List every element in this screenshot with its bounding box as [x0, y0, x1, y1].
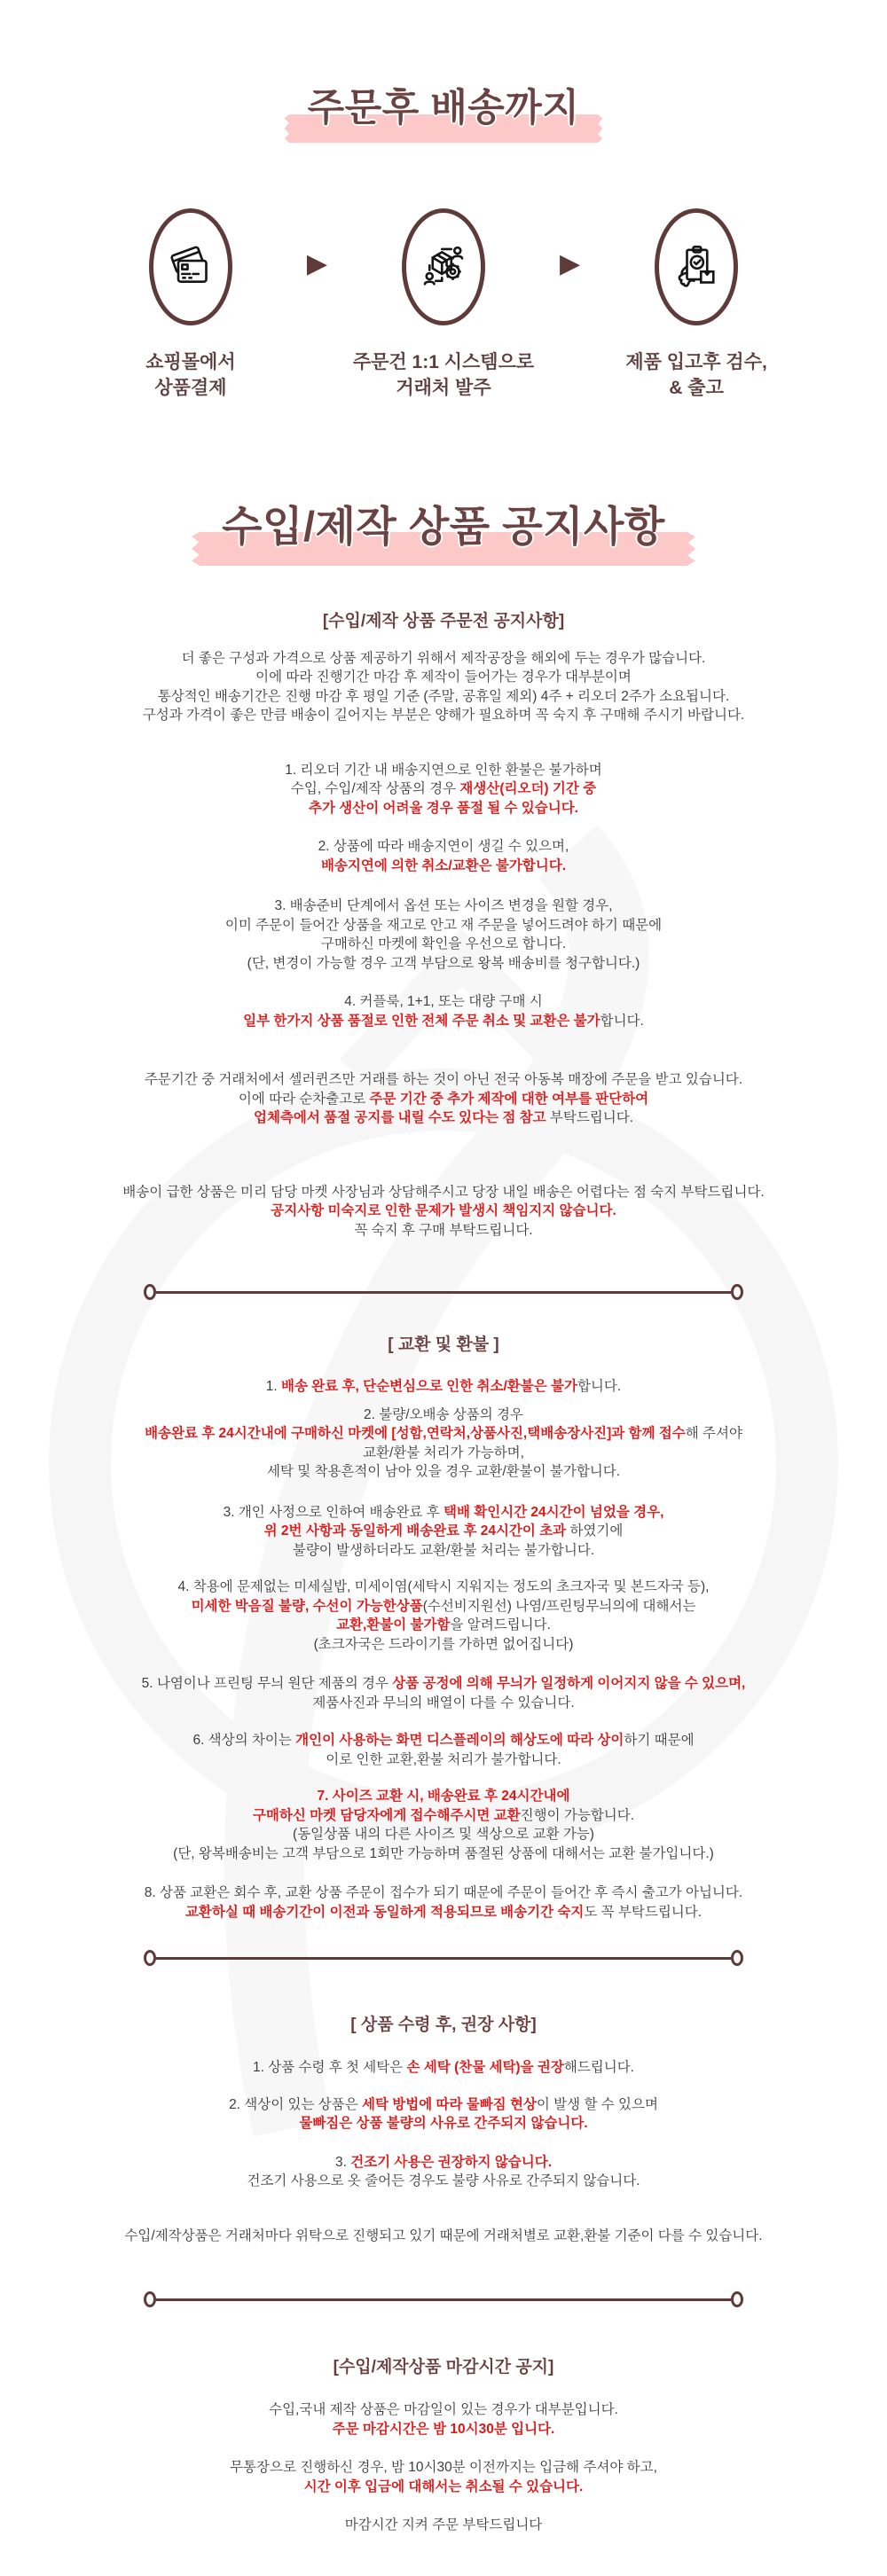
notice-paragraph [35, 1183, 852, 1241]
notice-paragraph [35, 761, 852, 818]
notice-line [35, 1787, 852, 1806]
divider-line [156, 2298, 731, 2301]
notice-emphasis-text: 택배 확인시간 24시간이 넘었을 경우, [443, 1504, 664, 1520]
notice-text: 합니다. [577, 1379, 622, 1395]
notice-line [35, 1731, 852, 1750]
notice-paragraph [35, 1674, 852, 1712]
notice-paragraph [35, 897, 852, 973]
notice-text: (초크자국은 드라이기를 가하면 없어집니다) [313, 1636, 574, 1652]
notice-text: 4. 커플룩, 1+1, 또는 대량 구매 시 [344, 994, 543, 1010]
notice-line [35, 1597, 852, 1617]
notice-line [35, 1221, 852, 1241]
notice-paragraph [35, 2516, 852, 2535]
credit-card-icon [149, 208, 232, 325]
notice-paragraph [35, 2227, 852, 2246]
notice-emphasis-text: 업체측에서 품절 공지를 내릴 수도 있다는 점 참고 [253, 1110, 546, 1126]
notice-line [35, 668, 852, 687]
notice-paragraph [35, 649, 852, 725]
notice-text: 이에 따라 순차출고로 [238, 1091, 370, 1107]
divider-line [156, 1957, 731, 1960]
notice-text: 하기 때문에 [624, 1733, 695, 1749]
notice-line [35, 1674, 852, 1694]
notice-title [222, 494, 665, 553]
notice-text: 6. 색상의 차이는 [192, 1733, 296, 1749]
notice-text: 8. 상품 교환은 회수 후, 교환 상품 주문이 접수가 되기 때문에 주문이 들어간 후 즉시 출고가 아닙니다. [144, 1885, 743, 1901]
divider-ring [144, 1950, 156, 1966]
section-header: [수입/제작 상품 주문전 공지사항] [322, 611, 565, 630]
notice-emphasis-text: 배송지연에 의한 취소/교환은 불가합니다. [320, 857, 567, 873]
notice-emphasis-text: 주문 마감시간은 밤 10시30분 입니다. [332, 2421, 555, 2437]
notice-paragraph [35, 837, 852, 875]
notice-text: (동일상품 내의 다른 사이즈 및 색상으로 교환 가능) [293, 1827, 594, 1843]
notice-emphasis-text: 건조기 사용은 권장하지 않습니다. [350, 2154, 553, 2170]
notice-paragraph [35, 2095, 852, 2134]
notice-text: 이에 따라 진행기간 마감 후 제작이 들어가는 경우가 대부분이며 [255, 669, 632, 685]
notice-emphasis-text: 물빠짐은 상품 불량의 사유로 간주되지 않습니다. [299, 2116, 588, 2132]
notice-line [35, 1883, 852, 1903]
notice-emphasis-text: 구매하신 마켓 담당자에게 접수해주시면 교환 [252, 1807, 521, 1823]
section-divider [144, 1284, 743, 1300]
notice-text: 5. 나염이나 프린팅 무늬 원단 제품의 경우 [141, 1676, 393, 1692]
notice-text: 통상적인 배송기간은 진행 마감 후 평일 기준 (주말, 공휴일 제외) 4주 + 리오더 2주가 소요됩니다. [157, 688, 730, 704]
section-header: [ 상품 수령 후, 권장 사항] [350, 2016, 537, 2035]
step-caption [145, 350, 235, 402]
notice-line [35, 992, 852, 1012]
notice-line [35, 799, 852, 818]
page-header [0, 0, 887, 132]
notice-text: 도 꼭 부탁드립니다. [584, 1904, 703, 1920]
divider-ring [731, 1284, 743, 1300]
notice-line [35, 1522, 852, 1541]
notice-emphasis-text: 시간 이후 입금에 대해서는 취소될 수 있습니다. [303, 2478, 584, 2494]
notice-paragraph [35, 2058, 852, 2078]
notice-text: 세탁 및 착용흔적이 남아 있을 경우 교환/환불이 불가합니다. [266, 1464, 621, 1480]
notice-line [35, 954, 852, 974]
section-header: [ 교환 및 환불 ] [388, 1335, 499, 1355]
notice-line [35, 935, 852, 954]
notice-paragraph [35, 1503, 852, 1561]
notice-paragraph [35, 1405, 852, 1482]
notice-line [35, 706, 852, 725]
notice-text: 1. 리오더 기간 내 배송지연으로 인한 환불은 불가하며 [285, 762, 602, 778]
notice-header [0, 402, 887, 553]
notice-line [35, 1903, 852, 1922]
notice-text: 교환/환불 처리가 가능하며, [363, 1445, 524, 1460]
notice-text: 2. 불량/오배송 상품의 경우 [364, 1406, 523, 1422]
notice-line [35, 649, 852, 669]
notice-emphasis-text: 손 세탁 (찬물 세탁)을 권장 [406, 2060, 564, 2076]
divider-ring [731, 1950, 743, 1966]
divider-ring [731, 2291, 743, 2307]
notice-line [35, 2458, 852, 2478]
notice-text: 을 알려드립니다. [450, 1617, 551, 1633]
notice-text: 이 발생 할 수 있으며 [536, 2096, 658, 2112]
notice-line [35, 1750, 852, 1770]
notice-paragraph [35, 2153, 852, 2191]
notice-line [35, 1844, 852, 1864]
notice-line [35, 2172, 852, 2191]
notice-paragraph [35, 1578, 852, 1654]
divider-ring [144, 1284, 156, 1300]
notice-text: 2. 상품에 따라 배송지연이 생길 수 있으며, [318, 839, 569, 855]
step-caption-line: 주문건 1:1 시스템으로 [352, 352, 535, 372]
notice-text: 불량이 발생하더라도 교환/환불 처리는 불가합니다. [292, 1542, 595, 1558]
notice-emphasis-text: 개인이 사용하는 화면 디스플레이의 해상도에 따라 상이 [295, 1733, 624, 1749]
notice-line [35, 779, 852, 799]
notice-text: 1. [265, 1379, 282, 1395]
notice-line [35, 1806, 852, 1826]
notice-emphasis-text: 위 2번 사항과 동일하게 배송완료 후 24시간이 초과 [263, 1523, 567, 1539]
notice-line [35, 1012, 852, 1031]
order-process-steps [0, 208, 887, 402]
divider-line [156, 1291, 731, 1294]
notice-text: 제품사진과 무늬의 배열이 다를 수 있습니다. [312, 1695, 575, 1711]
step-caption-line: 거래처 발주 [396, 377, 491, 398]
process-step [582, 208, 811, 402]
notice-paragraph [35, 1377, 852, 1397]
notice-text: 마감시간 지켜 주문 부탁드립니다 [344, 2517, 543, 2533]
notice-line [35, 1377, 852, 1397]
notice-emphasis-text: 세탁 방법에 따라 물빠짐 현상 [362, 2096, 537, 2112]
notice-text: 진행이 가능합니다. [520, 1807, 635, 1823]
notice-line [35, 1462, 852, 1482]
notice-text: 수입/제작상품은 거래처마다 위탁으로 진행되고 있기 때문에 거래처별로 교환,환불 기준이 다를 수 있습니다. [124, 2228, 763, 2243]
notice-emphasis-text: 교환,환불이 불가함 [336, 1617, 451, 1633]
notice-line [35, 2227, 852, 2246]
notice-emphasis-text: 주문 기간 중 추가 제작에 대한 여부를 판단하여 [369, 1091, 649, 1107]
notice-line [35, 1635, 852, 1655]
notice-line [35, 1578, 852, 1597]
notice-text: (수선비지원선) 나염/프린팅무늬의에 대해서는 [422, 1598, 696, 1614]
notice-paragraph [35, 1731, 852, 1769]
notice-text: 건조기 사용으로 옷 줄어든 경우도 불량 사유로 간주되지 않습니다. [247, 2173, 640, 2189]
notice-line [35, 1070, 852, 1090]
notice-emphasis-text: 교환하실 때 배송기간이 이전과 동일하게 적용되므로 배송기간 숙지 [184, 1904, 585, 1920]
step-arrow-icon: ▶ [560, 249, 581, 278]
notice-line [35, 1825, 852, 1844]
notice-paragraph [35, 1787, 852, 1863]
notice-emphasis-text: 일부 한가지 상품 품절로 인한 전체 주문 취소 및 교환은 불가 [243, 1013, 600, 1029]
notice-emphasis-text: 미세한 박음질 불량, 수선이 가능한상품 [191, 1598, 423, 1614]
notice-line [35, 897, 852, 916]
notice-emphasis-text: 재생산(리오더) 기간 중 [459, 781, 597, 797]
section-divider [144, 1950, 743, 1966]
page-title-text: 주문후 배송까지 [307, 87, 580, 129]
notice-line [35, 761, 852, 780]
notice-text: 더 좋은 구성과 가격으로 상품 제공하기 위해서 제작공장을 해외에 두는 경우가 많습니다. [181, 650, 706, 666]
notice-paragraph [35, 992, 852, 1030]
notice-body [35, 610, 852, 2535]
notice-line [35, 2420, 852, 2439]
notice-emphasis-text: 추가 생산이 어려울 경우 품절 될 수 있습니다. [309, 800, 578, 816]
section-header: [수입/제작상품 마감시간 공지] [333, 2358, 554, 2377]
step-caption [625, 350, 767, 402]
notice-text: (단, 변경이 가능할 경우 고객 부담으로 왕복 배송비를 청구합니다.) [247, 955, 640, 971]
step-caption-line: & 출고 [669, 377, 724, 398]
notice-text: 구성과 가격이 좋은 만큼 배송이 길어지는 부분은 양해가 필요하며 꼭 숙지 후 구매해 주시기 바랍니다. [142, 708, 745, 724]
notice-line [35, 1424, 852, 1444]
notice-text: 이미 주문이 들어간 상품을 재고로 안고 재 주문을 넣어드려야 하기 때문에 [224, 917, 663, 933]
order-system-icon [402, 208, 485, 325]
step-arrow-icon: ▶ [306, 249, 327, 278]
step-caption-line: 상품결제 [154, 377, 227, 398]
notice-text: 주문기간 중 거래처에서 셀러퀸즈만 거래를 하는 것이 아닌 전국 아동복 매장에 주문을 받고 있습니다. [144, 1072, 743, 1088]
notice-line [35, 1444, 852, 1463]
notice-line [35, 1616, 852, 1635]
notice-text: 3. 개인 사정으로 인하여 배송완료 후 [223, 1504, 444, 1520]
notice-paragraph [35, 2458, 852, 2496]
notice-emphasis-text: 상품 공정에 의해 무늬가 일정하게 이어지지 않을 수 있으며, [392, 1676, 746, 1692]
notice-text: 꼭 숙지 후 구매 부탁드립니다. [354, 1222, 533, 1238]
notice-emphasis-text: 공지사항 미숙지로 인한 문제가 발생시 책임지지 않습니다. [271, 1203, 616, 1219]
notice-text: 2. 색상이 있는 상품은 [229, 2096, 362, 2112]
notice-emphasis-text: 배송완료 후 24시간내에 구매하신 마켓에 [성함,연락처,상품사진,택배송장사진]과 함께 접수 [145, 1426, 686, 1442]
notice-text: 3. [334, 2154, 351, 2170]
divider-ring [144, 2291, 156, 2307]
notice-text: 3. 배송준비 단계에서 옵션 또는 사이즈 변경을 원할 경우, [274, 898, 613, 914]
notice-paragraph [35, 1070, 852, 1128]
notice-line [35, 2400, 852, 2420]
notice-line [35, 1202, 852, 1221]
notice-text: 이로 인한 교환,환불 처리가 불가합니다. [326, 1751, 561, 1767]
notice-line [35, 1108, 852, 1128]
notice-emphasis-text: 배송 완료 후, 단순변심으로 인한 취소/환불은 불가 [281, 1379, 577, 1395]
notice-text: 해 주셔야 [685, 1426, 742, 1442]
notice-line [35, 687, 852, 707]
inspection-shipping-icon [655, 208, 738, 325]
notice-line [35, 1694, 852, 1713]
notice-line [35, 2114, 852, 2134]
notice-emphasis-text: 7. 사이즈 교환 시, 배송완료 후 24시간내에 [317, 1789, 570, 1805]
notice-line [35, 2516, 852, 2535]
notice-line [35, 1503, 852, 1523]
notice-line [35, 1090, 852, 1109]
notice-line [35, 1405, 852, 1425]
notice-text: 무통장으로 진행하신 경우, 밤 10시30분 이전까지는 입금해 주셔야 하고, [230, 2460, 657, 2476]
process-step [329, 208, 558, 402]
notice-line [35, 916, 852, 936]
notice-text: 수입,국내 제작 상품은 마감일이 있는 경우가 대부분입니다. [269, 2402, 618, 2418]
notice-text: 구매하신 마켓에 확인을 우선으로 합니다. [320, 936, 567, 952]
notice-line [35, 1541, 852, 1561]
notice-line [35, 837, 852, 857]
notice-text: 배송이 급한 상품은 미리 담당 마켓 사장님과 상담해주시고 당장 내일 배송은 어렵다는 점 숙지 부탁드립니다. [122, 1184, 765, 1200]
notice-line [35, 2153, 852, 2173]
notice-line [35, 2058, 852, 2078]
notice-text: 4. 착용에 문제없는 미세실밥, 미세이염(세탁시 지워지는 정도의 초크자국 및 본드자국 등), [177, 1579, 710, 1595]
process-step [76, 208, 305, 402]
step-caption-line: 쇼핑몰에서 [145, 352, 236, 372]
notice-text: 합니다. [600, 1013, 644, 1029]
step-caption [353, 350, 534, 402]
page-title [308, 78, 580, 132]
section-divider [144, 2291, 743, 2307]
notice-text: 수입, 수입/제작 상품의 경우 [290, 781, 460, 797]
notice-paragraph [35, 1883, 852, 1922]
notice-line [35, 857, 852, 876]
notice-line [35, 1183, 852, 1202]
notice-text: 해드립니다. [563, 2060, 634, 2076]
notice-paragraph [35, 2400, 852, 2439]
step-caption-line: 제품 입고후 검수, [625, 352, 767, 372]
notice-line [35, 2478, 852, 2497]
notice-text: 하였기에 [566, 1523, 624, 1539]
notice-text: (단, 왕복배송비는 고객 부담으로 1회만 가능하며 품절된 상품에 대해서는 교환 불가입니다.) [173, 1845, 714, 1861]
notice-title-text: 수입/제작 상품 공지사항 [222, 502, 665, 550]
notice-line [35, 2095, 852, 2115]
notice-text: 부탁드립니다. [546, 1110, 634, 1126]
notice-text: 1. 상품 수령 후 첫 세탁은 [253, 2060, 407, 2076]
